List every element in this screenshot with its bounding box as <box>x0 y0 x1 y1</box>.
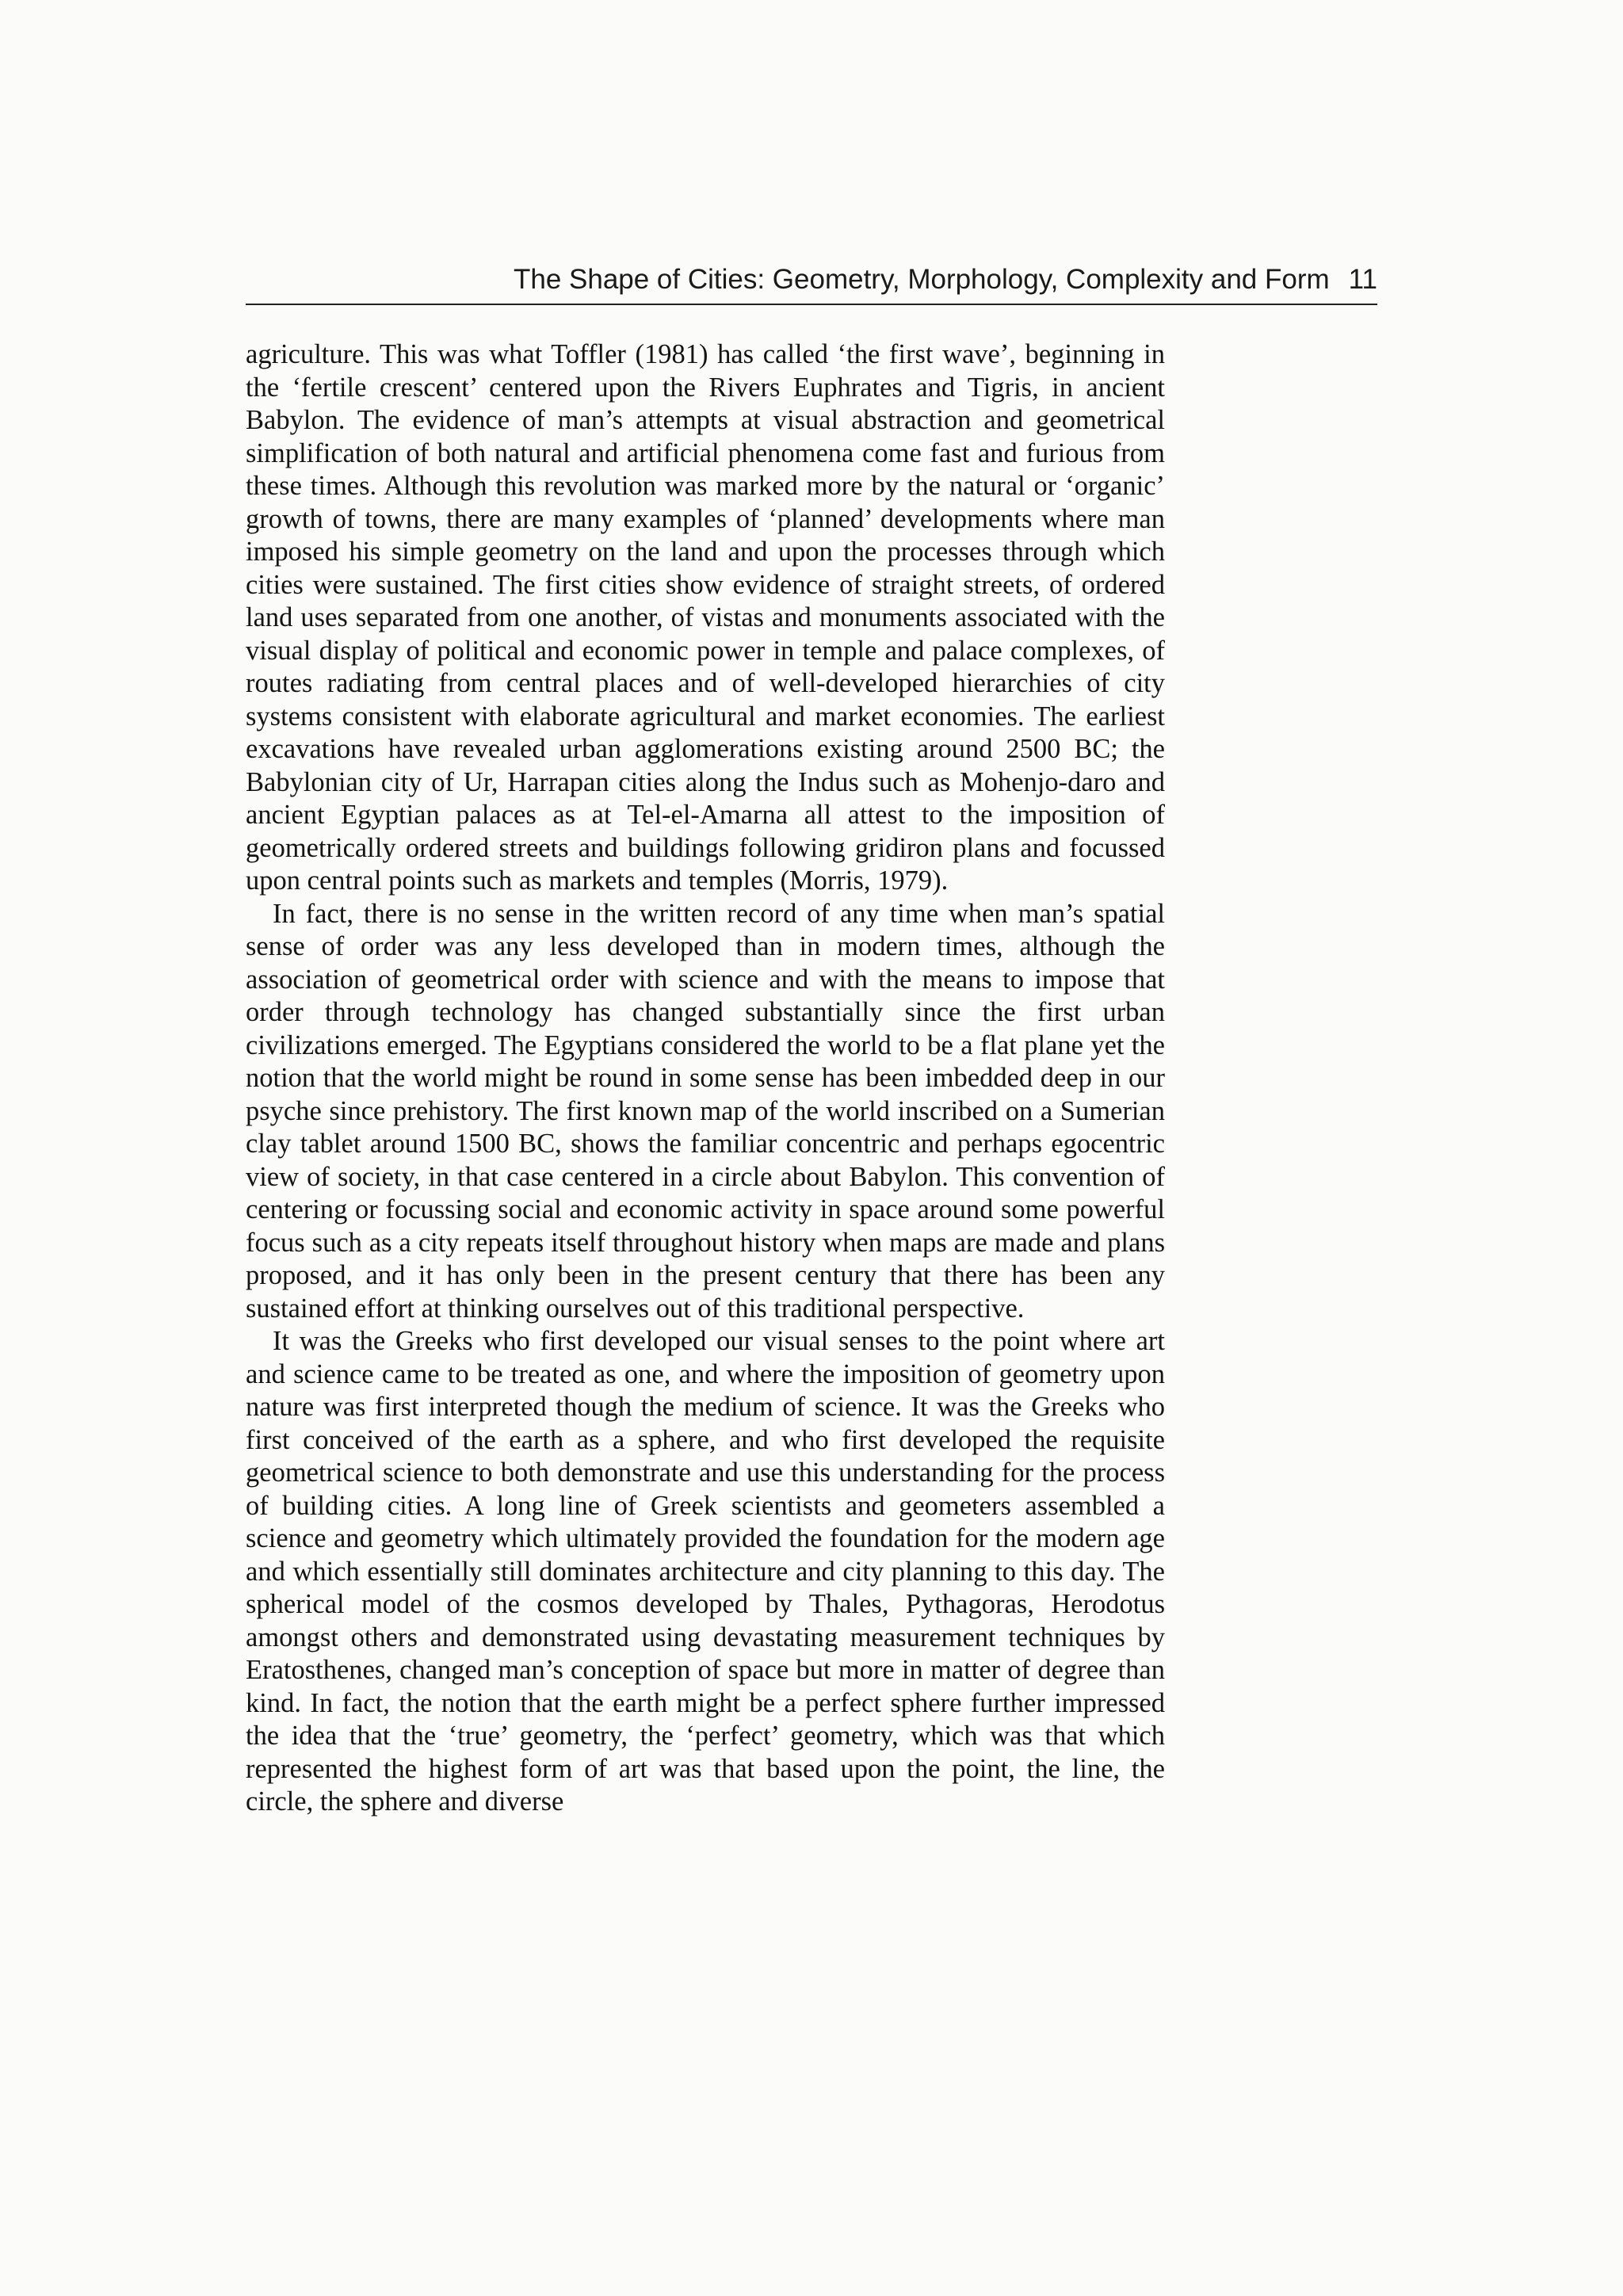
page-number: 11 <box>1348 264 1377 295</box>
paragraph-1: agriculture. This was what Toffler (1981) has called ‘the first wave’, beginning in the ‘fertile crescent’ centered upon the Rivers Euphrates and Tigris, in ancient Babylon. The evidence of man’s attempts at visual abstraction and geometrical simplification of both natural and artificial phenomena come fast and furious from these times. Although this revolution was marked more by the natural or ‘organic’ growth of towns, there are many examples of ‘planned’ developments where man imposed his simple geometry on the land and upon the processes through which cities were sustained. The first cities show evidence of straight streets, of ordered land uses separated from one another, of vistas and monuments associated with the visual display of political and economic power in temple and palace complexes, of routes radiating from central places and of well-developed hierarchies of city systems consistent with elaborate agricultural and market economies. The earliest excavations have revealed urban agglomerations existing around 2500 BC; the Babylonian city of Ur, Harrapan cities along the Indus such as Mohenjo-daro and ancient Egyptian palaces as at Tel-el-Amarna all attest to the imposition of geometrically ordered streets and buildings following gridiron plans and focussed upon central points such as markets and temples (Morris, 1979). <box>246 339 1165 896</box>
running-header <box>246 264 1377 296</box>
running-title: The Shape of Cities: Geometry, Morphology, Complexity and Form <box>513 264 1330 295</box>
header-rule <box>246 304 1377 305</box>
paragraph-2: In fact, there is no sense in the written record of any time when man’s spatial sense of order was any less developed than in modern times, although the association of geometrical order with science and with the means to impose that order through technology has changed substantially since the first urban civilizations emerged. The Egyptians considered the world to be a flat plane yet the notion that the world might be round in some sense has been imbedded deep in our psyche since prehistory. The first known map of the world inscribed on a Sumerian clay tablet around 1500 BC, shows the familiar concentric and perhaps egocentric view of society, in that case centered in a circle about Babylon. This convention of centering or focussing social and economic activity in space around some powerful focus such as a city repeats itself throughout history when maps are made and plans proposed, and it has only been in the present century that there has been any sustained effort at thinking ourselves out of this traditional perspective. <box>246 898 1165 1324</box>
body-text <box>246 338 1165 1819</box>
paragraph-3: It was the Greeks who first developed our visual senses to the point where art and science came to be treated as one, and where the imposition of geometry upon nature was first interpreted though the medium of science. It was the Greeks who first conceived of the earth as a sphere, and who first developed the requisite geometrical science to both demonstrate and use this understanding for the process of building cities. A long line of Greek scientists and geometers assembled a science and geometry which ultimately provided the foundation for the modern age and which essentially still dominates architecture and city planning to this day. The spherical model of the cosmos developed by Thales, Pythagoras, Herodotus amongst others and demonstrated using devastating measurement techniques by Eratosthenes, changed man’s conception of space but more in matter of degree than kind. In fact, the notion that the earth might be a perfect sphere further impressed the idea that the ‘true’ geometry, the ‘perfect’ geometry, which was that which represented the highest form of art was that based upon the point, the line, the circle, the sphere and diverse <box>246 1326 1165 1817</box>
